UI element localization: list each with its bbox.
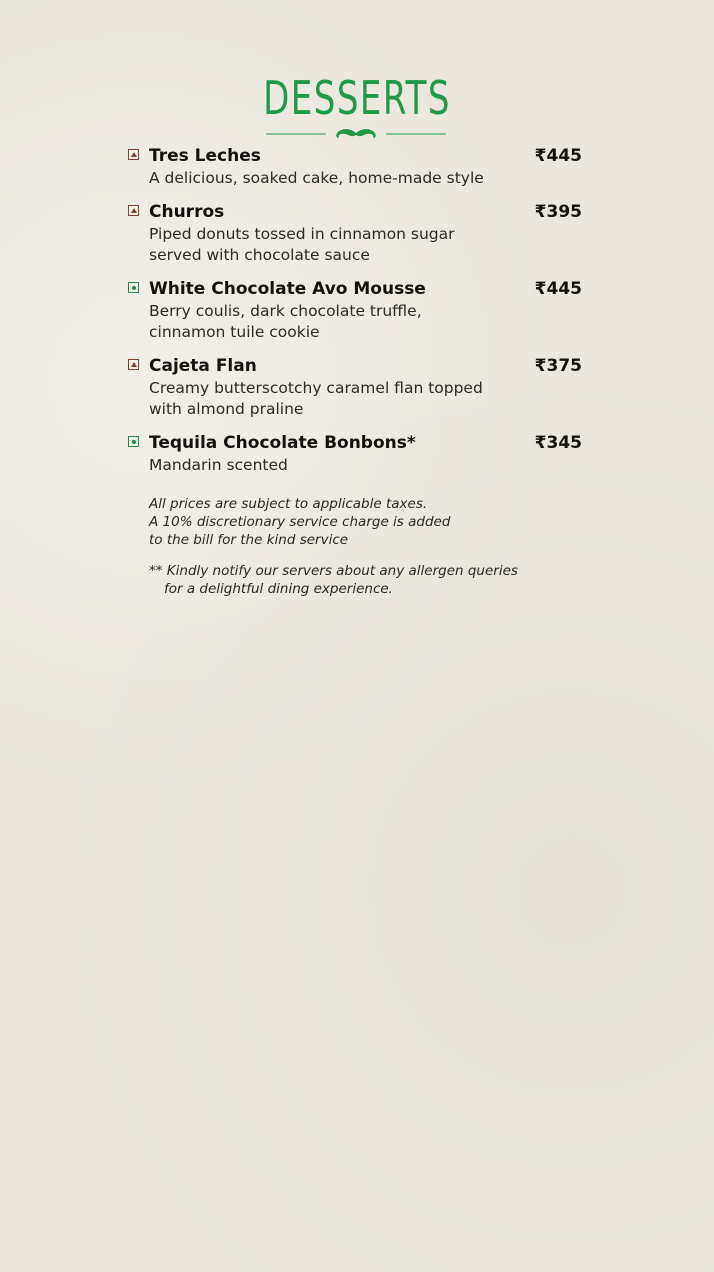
item-description: Mandarin scented	[149, 456, 288, 474]
veg-icon	[128, 282, 139, 293]
item-name: Tres Leches	[149, 146, 261, 166]
item-description: Creamy butterscotchy caramel flan topped with almond praline	[149, 379, 483, 418]
item-price: ₹395	[534, 202, 582, 222]
item-price: ₹345	[534, 433, 582, 453]
non-veg-icon	[128, 149, 139, 160]
menu-item	[128, 355, 588, 420]
item-description: Berry coulis, dark chocolate truffle, cinnamon tuile cookie	[149, 302, 422, 341]
dessert-list	[128, 145, 588, 488]
item-name: White Chocolate Avo Mousse	[149, 279, 426, 299]
menu-item	[128, 201, 588, 266]
allergen-note: ** Kindly notify our servers about any allergen queries for a delightful dining experience.	[149, 563, 518, 597]
item-description: A delicious, soaked cake, home-made style	[149, 169, 484, 187]
page-title: DESSERTS	[263, 71, 451, 125]
footer-notes	[149, 495, 529, 598]
item-description: Piped donuts tossed in cinnamon sugar served with chocolate sauce	[149, 225, 455, 264]
tax-note: All prices are subject to applicable taxes. A 10% discretionary service charge is added to the bill for the kind service	[149, 496, 451, 548]
mustache-divider-icon	[264, 126, 448, 142]
item-price: ₹445	[534, 279, 582, 299]
non-veg-icon	[128, 359, 139, 370]
veg-icon	[128, 436, 139, 447]
menu-item	[128, 145, 588, 189]
item-name: Cajeta Flan	[149, 356, 257, 376]
menu-item	[128, 278, 588, 343]
item-name: Tequila Chocolate Bonbons*	[149, 433, 416, 453]
item-price: ₹445	[534, 146, 582, 166]
item-name: Churros	[149, 202, 225, 222]
non-veg-icon	[128, 205, 139, 216]
menu-item	[128, 432, 588, 476]
item-price: ₹375	[534, 356, 582, 376]
